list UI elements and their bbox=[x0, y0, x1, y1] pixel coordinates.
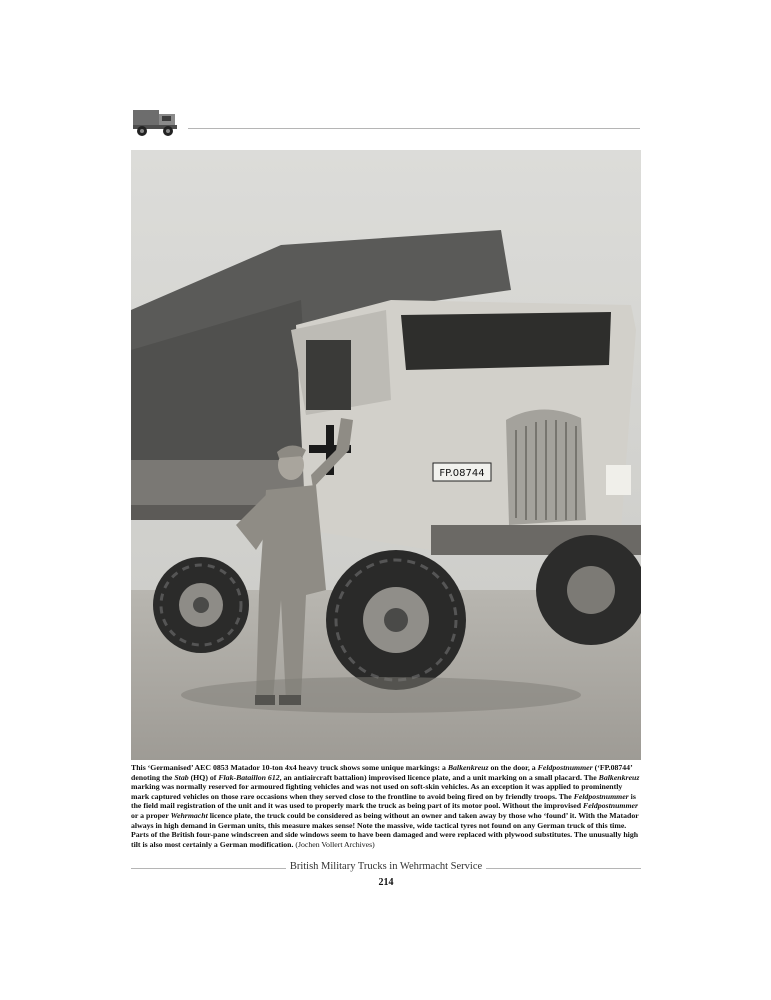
caption-term: Wehrmacht bbox=[170, 810, 208, 820]
caption-term: Feldpostnummer bbox=[573, 791, 629, 801]
photo-caption bbox=[131, 763, 641, 849]
page-number: 214 bbox=[378, 877, 394, 888]
truck-thumbnail-icon bbox=[131, 104, 181, 138]
caption-text: , an antiaircraft battalion) improvised licence plate, and a unit marking on a small placard. The bbox=[279, 772, 599, 782]
caption-term: Balkenkreuz bbox=[598, 772, 640, 782]
caption-term: Balkenkreuz bbox=[447, 763, 489, 772]
caption-text: (HQ) of bbox=[188, 772, 219, 782]
caption-term: Stab bbox=[174, 772, 189, 782]
aec-matador-truck-photo bbox=[131, 150, 641, 760]
caption-text: licence plate, the truck could be considered as being without an owner and taken away by those who ‘found’ it. With the Matador always in high demand in German units, this measure makes sense! Note the massive, wide tactical tyres not found on any German truck of this time. Parts of the British four-pane windscreen and side windows seem to have been damaged and were replaced with plywood substitutes. The unusually high tilt is also most certainly a German modification. bbox=[131, 810, 639, 849]
caption-term: Feldpostnummer bbox=[537, 763, 593, 772]
footer-divider-left bbox=[131, 868, 286, 869]
caption-text: on the door, a bbox=[488, 763, 538, 772]
caption-term: Feldpostnummer bbox=[583, 801, 639, 811]
caption-text: marking was normally reserved for armoured fighting vehicles and was not used on soft-skin vehicles. As an exception it was applied to prominently mark captured vehicles on those rare occasions when they served close to the frontline to avoid being fired on by friendly troops. The bbox=[131, 782, 623, 801]
licence-plate-text: FP.08744 bbox=[439, 468, 485, 479]
caption-text: is the field mail registration of the unit and it was used to properly mark the truck as being part of its motor pool. Without the improvised bbox=[131, 791, 636, 811]
caption-text: This ‘Germanised’ AEC 0853 Matador 10-ton 4x4 heavy truck shows some unique markings: a bbox=[131, 763, 448, 772]
caption-text: (‘FP.08744’ denoting the bbox=[131, 763, 633, 782]
caption-term: Flak-Bataillon 612 bbox=[218, 772, 280, 782]
footer-divider-right bbox=[486, 868, 641, 869]
header-divider bbox=[188, 128, 640, 129]
book-title: British Military Trucks in Wehrmacht Service bbox=[289, 861, 483, 872]
caption-text: or a proper bbox=[131, 810, 171, 820]
photo-credit: (Jochen Vollert Archives) bbox=[295, 839, 375, 849]
